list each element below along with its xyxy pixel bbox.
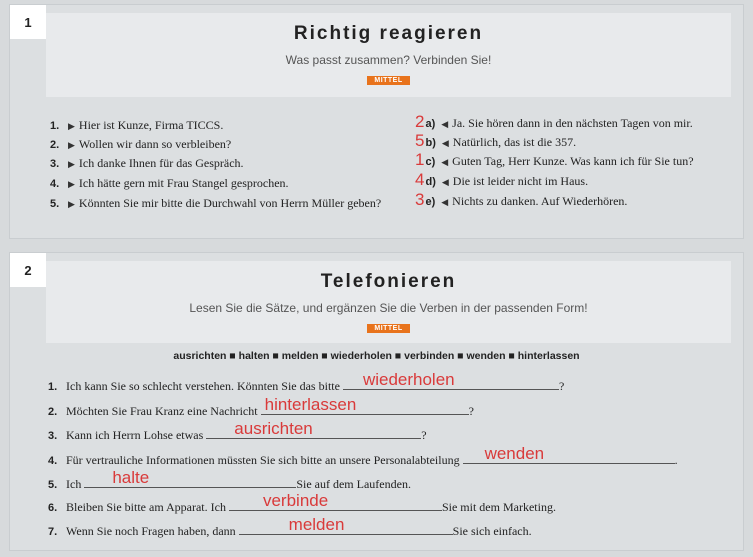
sentence-row [48,515,532,540]
item-number: 2. [50,139,60,151]
item-letter: c) [425,156,436,168]
left-item [50,117,223,134]
word-bank: ausrichten ■ halten ■ melden ■ wiederholen ■ verbinden ■ wenden ■ hinterlassen [173,350,580,362]
item-text: Die ist leider nicht im Haus. [452,174,589,188]
answer-blank[interactable] [239,515,453,535]
exercise-number: 1 [10,5,46,39]
exercise-subtitle: Lesen Sie die Sätze, und ergänzen Sie die Verben in der passenden Form! [189,301,588,315]
answer-blank[interactable] [463,444,675,464]
sentence-number: 6. [48,502,58,514]
sentence-row [48,491,556,516]
sentence-row [48,444,678,469]
item-text: Natürlich, das ist die 357. [452,135,577,149]
sentence-row [48,468,411,493]
item-letter: e) [425,196,436,208]
sentence-after: ? [468,404,474,418]
handwritten-answer: melden [288,515,345,534]
item-letter: a) [425,118,436,130]
right-item [415,192,627,210]
answer-blank[interactable] [343,370,559,390]
item-text: Wollen wir dann so verbleiben? [78,137,232,151]
exercise-number: 2 [10,253,46,287]
sentence-after: ? [558,379,565,393]
sentence-row [48,395,474,420]
sentence-before: Ich kann Sie so schlecht verstehen. Könnten Sie das bitte [66,379,340,393]
difficulty-badge: MITTEL [367,76,409,85]
answer-blank[interactable] [206,419,421,439]
handwritten-answer: verbinde [262,491,329,510]
right-triangle-icon: ▶ [68,121,75,131]
right-triangle-icon: ▶ [68,179,75,189]
right-item [415,114,693,132]
difficulty-badge: MITTEL [367,324,409,333]
sentence-before: Wenn Sie noch Fragen haben, dann [66,524,236,538]
left-triangle-icon: ◀ [441,177,449,187]
left-triangle-icon: ◀ [441,157,449,167]
item-text: Guten Tag, Herr Kunze. Was kann ich für Sie tun? [452,154,694,168]
sentence-number: 5. [48,479,58,491]
item-number: 4. [50,178,60,190]
answer-blank[interactable] [84,468,296,488]
sentence-before: Ich [66,477,82,491]
handwritten-answer: wenden [484,444,545,463]
sentence-after: Sie auf dem Laufenden. [296,477,411,491]
item-text: Nichts zu danken. Auf Wiederhören. [452,194,628,208]
handwritten-answer[interactable]: 2 [415,112,425,131]
handwritten-answer[interactable]: 1 [415,150,425,169]
right-triangle-icon: ▶ [68,159,75,169]
handwritten-answer: hinterlassen [264,395,357,414]
handwritten-answer: halte [112,468,150,487]
item-letter: b) [425,137,436,149]
sentence-number: 4. [48,455,58,467]
left-item [50,155,244,172]
handwritten-answer[interactable]: 3 [415,190,425,209]
sentence-row [48,370,565,395]
handwritten-answer[interactable]: 4 [415,170,425,189]
right-item [415,133,576,151]
sentence-after: Sie sich einfach. [452,524,532,538]
answer-blank[interactable] [229,491,442,511]
item-text: Ich danke Ihnen für das Gespräch. [78,156,244,170]
sentence-before: Kann ich Herrn Lohse etwas [66,428,204,442]
left-item [50,175,289,192]
left-item [50,195,381,212]
handwritten-answer: ausrichten [234,419,313,438]
right-item [415,152,694,170]
right-triangle-icon: ▶ [68,199,75,209]
sentence-before: Für vertrauliche Informationen müssten Sie sich bitte an unsere Personalabteilung [66,453,460,467]
exercise-title: Richtig reagieren [293,23,484,44]
item-text: Könnten Sie mir bitte die Durchwahl von Herrn Müller geben? [78,196,382,210]
exercise-title: Telefonieren [320,271,457,292]
item-number: 1. [50,120,60,132]
exercise-subtitle: Was passt zusammen? Verbinden Sie! [285,53,492,67]
handwritten-answer[interactable]: 5 [415,131,425,150]
left-triangle-icon: ◀ [441,138,449,148]
answer-blank[interactable] [261,395,469,415]
sentence-after: . [674,453,678,467]
left-triangle-icon: ◀ [441,197,449,207]
left-triangle-icon: ◀ [441,119,449,129]
item-text: Ich hätte gern mit Frau Stangel gesprochen. [78,176,289,190]
sentence-row [48,419,427,444]
handwritten-answer: wiederholen [362,370,455,389]
sentence-number: 7. [48,526,58,538]
sentence-after: ? [421,428,427,442]
exercise-2-panel [9,252,744,551]
sentence-before: Bleiben Sie bitte am Apparat. Ich [66,500,226,514]
exercise-1-panel [9,4,744,239]
sentence-number: 1. [48,381,58,393]
sentence-after: Sie mit dem Marketing. [441,500,556,514]
left-item [50,136,231,153]
exercise-header [46,261,731,343]
sentence-number: 3. [48,430,58,442]
item-number: 5. [50,198,60,210]
item-text: Ja. Sie hören dann in den nächsten Tagen von mir. [452,116,693,130]
item-text: Hier ist Kunze, Firma TICCS. [78,118,224,132]
right-triangle-icon: ▶ [68,140,75,150]
sentence-before: Möchten Sie Frau Kranz eine Nachricht [66,404,258,418]
exercise-header [46,13,731,97]
sentence-number: 2. [48,406,58,418]
item-number: 3. [50,158,60,170]
item-letter: d) [425,176,436,188]
right-item [415,172,588,190]
